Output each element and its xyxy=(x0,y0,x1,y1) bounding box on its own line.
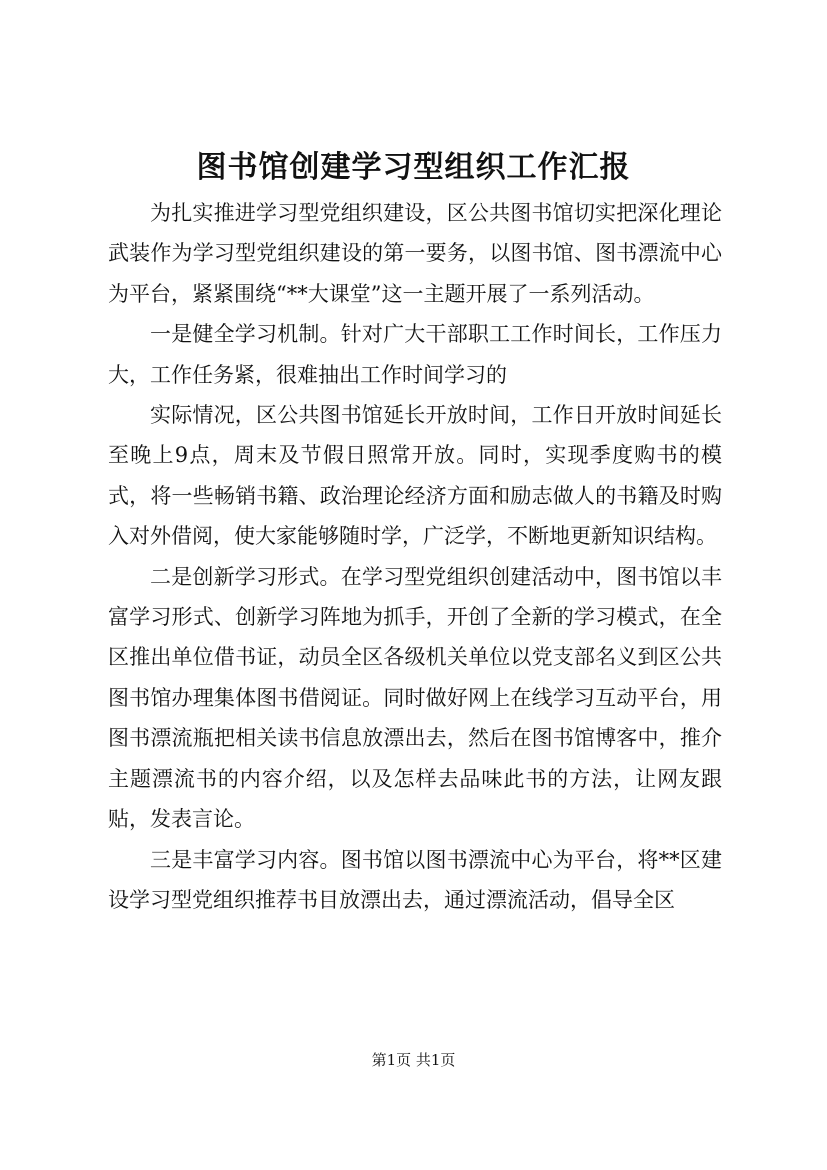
paragraph-actual-situation: 实际情况，区公共图书馆延长开放时间，工作日开放时间延长至晚上9点，周末及节假日照常开放。同时，实现季度购书的模式，将一些畅销书籍、政治理论经济方面和励志做人的书籍及时购入对外借阅，使大家能够随时学，广泛学，不断地更新知识结构。 xyxy=(108,403,722,549)
document-title: 图书馆创建学习型组织工作汇报 xyxy=(196,150,631,185)
paragraph-learning-mechanism: 一是健全学习机制。针对广大干部职工工作时间长，工作压力大，工作任务紧，很难抽出工作时间学习的 xyxy=(108,322,722,387)
document-body xyxy=(108,193,722,920)
page-footer: 第1页 共1页 xyxy=(371,1051,456,1069)
paragraph-learning-content: 三是丰富学习内容。图书馆以图书漂流中心为平台，将**区建设学习型党组织推荐书目放漂出去，通过漂流活动，倡导全区 xyxy=(108,847,722,912)
paragraph-learning-form: 二是创新学习形式。在学习型党组织创建活动中，图书馆以丰富学习形式、创新学习阵地为抓手，开创了全新的学习模式，在全区推出单位借书证，动员全区各级机关单位以党支部名义到区公共图书馆办理集体图书借阅证。同时做好网上在线学习互动平台，用图书漂流瓶把相关读书信息放漂出去，然后在图书馆博客中，推介主题漂流书的内容介绍，以及怎样去品味此书的方法，让网友跟贴，发表言论。 xyxy=(108,564,722,832)
paragraph-intro: 为扎实推进学习型党组织建设，区公共图书馆切实把深化理论武装作为学习型党组织建设的第一要务，以图书馆、图书漂流中心为平台，紧紧围绕“**大课堂”这一主题开展了一系列活动。 xyxy=(108,201,722,306)
